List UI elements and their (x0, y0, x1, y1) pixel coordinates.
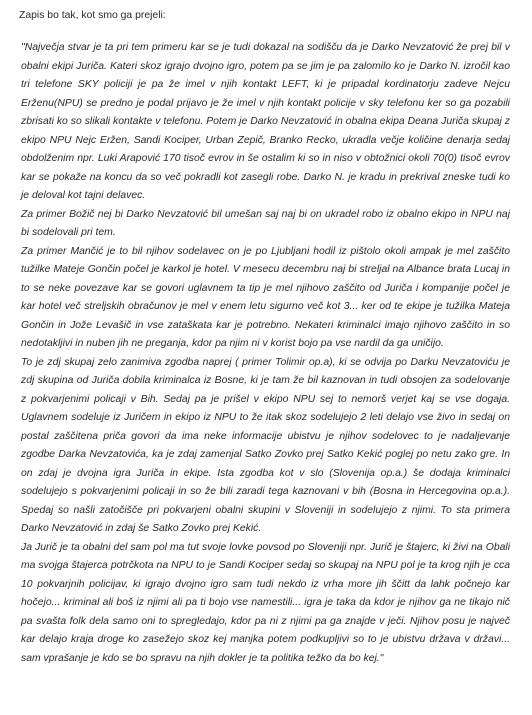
quoted-statement (19, 39, 510, 668)
quote-paragraph: Za primer Mančić je to bil njihov sodelavec on je po Ljubljani hodil iz pištolo okoli ampak je mel zaščito tužilke Mateje Gončin počel je karkol je hotel. V mesecu decembru naj bi streljal na Albance brata Lucaj in to se neke povezave kar se govori uglavnem ta tip je mel njihovo zaščito od Juriča i kompanije počel je kar hotel več streljskih obračunov je mel v enem letu sigurno več kot 3... ker od te ekipe je tužilka Mateja Gončin in Jože Levašič in vse zataškata kar je potrebno. Nekateri kriminalci imajo njihovo zaščito in so nedotakljivi in nuben jih ne preganja, kdor pa njim ni v korist bojo pa vse nardil da ga uničijo. (21, 245, 510, 349)
quote-paragraph: Za primer Božič nej bi Darko Nevzatović bil umešan saj naj bi on ukradel robo iz obalno ekipo in NPU naj bi sodelovali pri tem. (21, 208, 510, 238)
quote-paragraph: To je zdj skupaj zelo zanimiva zgodba naprej ( primer Tolimir op.a), ki se odvija po Darku Nevzatoviću je zdj skupina od Juriča dobila kriminalca iz Bosne, ki je tam že bil kaznovan in tudi obsojen za sodelovanje z pokvarjenimi policaji v Bih. Sedaj pa je prišel v ekipo NPU sej to nemorš verjet kaj se vse dogaja. Uglavnem sodeluje iz Juričem in ekipo iz NPU to že itak skoz sodelujejo 2 leti delajo vse živo in sedaj on postal zaščitena priča govori da ima neke informacije ubistvu je njihov sodelovec to je nadaljevanje zgodbe Darka Nevzatovića, ka je zdaj zamenjal Satko Zovko prej Satko Kekić poglej po netu zako gre. In on zdaj je dvojna igra Juriča in ekipe. Ista zgodba kot v slo (Slovenija op.a.) še dodaja kriminalci sodelujejo s pokvarjenimi policaji in so že bili zaradi tega kaznovani v bih (Bosna in Hercegovina op.a.). Spedaj so našli zatočišče pri pokvarjeni obalni skupini v Sloveniji in sodelujejo z njimi. To sta primera Darko Nevzatović in zdaj še Satko Zovko prej Kekić. (21, 356, 510, 534)
quote-paragraph: Ja Jurič je ta obalni del sam pol ma tut svoje lovke povsod po Sloveniji npr. Jurič je štajerc, ki živi na Obali ma svojga štajerca potrčkota na NPU to je Sandi Kociper sedaj so skupaj na NPU pol je ta krog njih je cca 10 pokvarjnih policijav, ki igrajo dvojno igro sam tudi nekdo iz vrha more jih ščitt da lahk počnejo kar hočejo... kriminal ali boš iz njimi ali pa ti bojo vse namestili... igra je taka da kdor je njihov ga ne tikajo nič pa svašta folk dela samo oni to spregledajo, kdor pa ni z njimi pa ga znajde v ječi. Njihov posu je največ kar delajo kraja droge ko zasežejo skoz kej manjka potem podkupljivi so to je ubistvu država v državi... sam vprašanje je kdo se bo spravu na njih dokler je ta politika težko da bo kej." (21, 541, 510, 664)
quote-paragraph: "Največja stvar je ta pri tem primeru kar se je tudi dokazal na sodišču da je Darko Nevzatović že prej bil v obalni ekipi Juriča. Kateri skoz igrajo dvojno igro, potem pa se jim je pa zalomilo ko je Darko N. izročil kao tri telefone SKY policiji je pa že imel v njih kontakt LEFT, ki je pripadal kordinatorju zadeve Nejcu Erženu(NPU) se predno je podal prijavo je že imel v njih kontakt policije v sky telefonu ker so ga pozabili zbrisati ko so slikali kontakte v telefonu. Potem je Darko Nevzatović in obalna ekipa Deana Juriča skupaj z ekipo NPU Nejc Eržen, Sandi Kociper, Urban Zepič, Branko Recko, ukradla večje količine denarja sedaj obdolženim npr. Luki Arapović 170 tisoč evrov in še ostalim ki so in niso v obtožnici okoli 70(0) tisoč evrov kar se pokaže na koncu da so več pokradli kot zasegli robe. Darko N. je kradu in prekrival zneske tudi ko je deloval kot tajni delavec. (21, 42, 510, 201)
intro-text: Zapis bo tak, kot smo ga prejeli: (19, 10, 166, 21)
